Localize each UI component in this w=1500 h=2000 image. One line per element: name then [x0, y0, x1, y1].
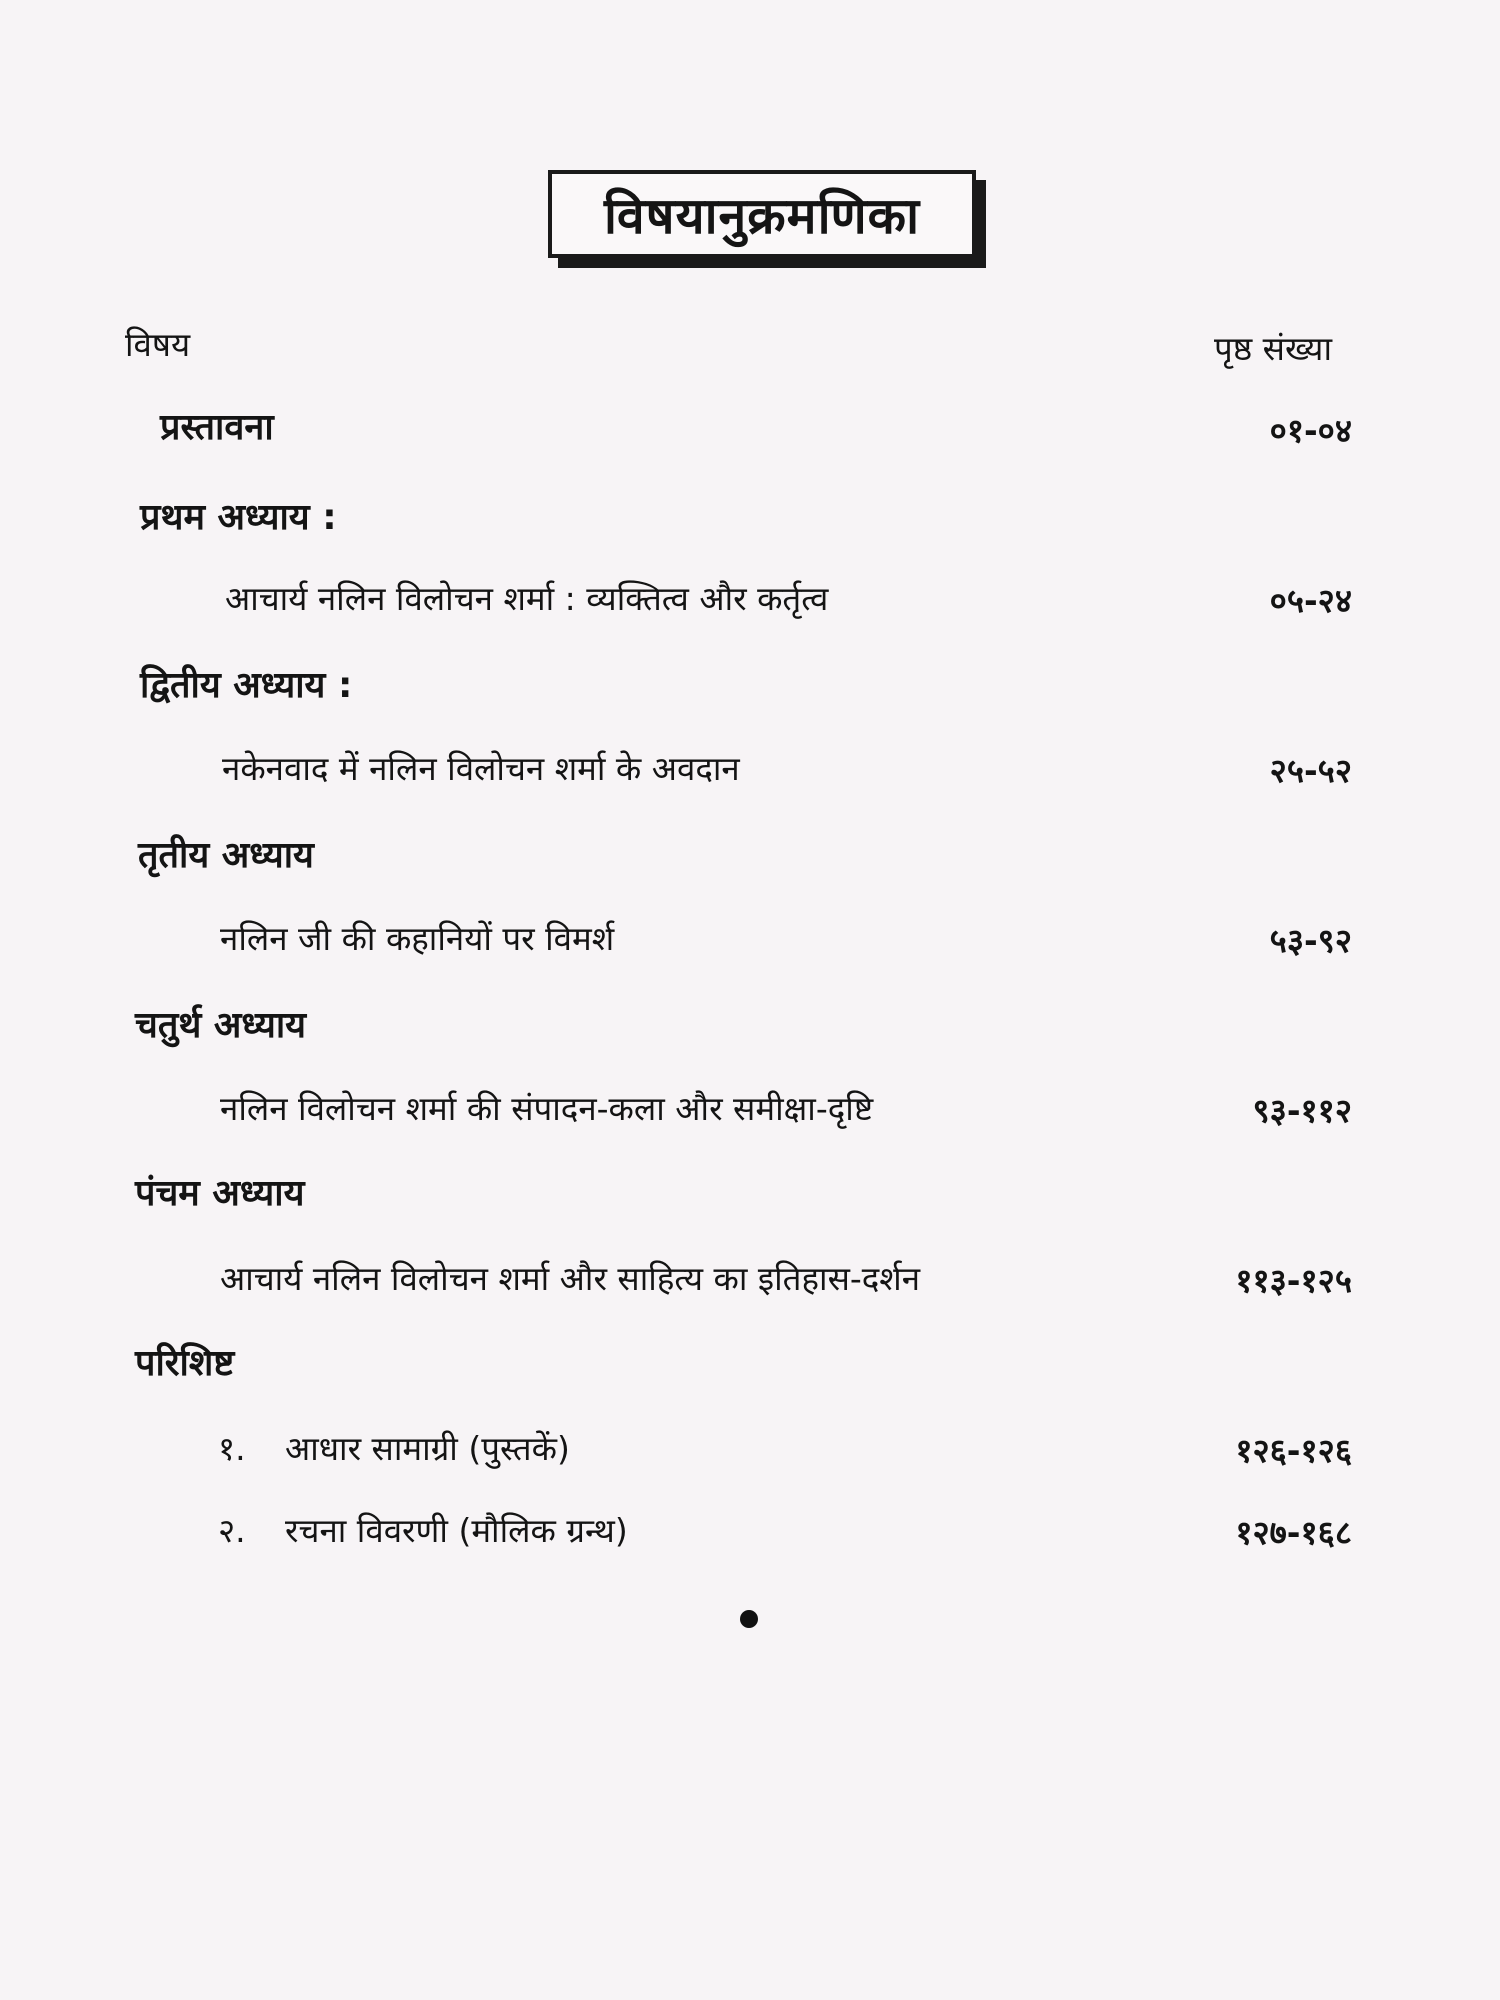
- appendix-item-number: १.: [218, 1429, 246, 1468]
- appendix-item-label: रचना विवरणी (मौलिक ग्रन्थ): [285, 1511, 628, 1550]
- chapter-entry: आचार्य नलिन विलोचन शर्मा : व्यक्तित्व और कर्तृत्व: [225, 579, 829, 618]
- appendix-heading: परिशिष्ट: [135, 1343, 235, 1384]
- chapter-entry: आचार्य नलिन विलोचन शर्मा और साहित्य का इतिहास-दर्शन: [220, 1259, 921, 1298]
- end-bullet: [740, 1610, 758, 1628]
- chapter-heading: पंचम अध्याय: [135, 1173, 305, 1214]
- chapter-pages: ९३-११२: [1252, 1091, 1352, 1130]
- preface-label: प्रस्तावना: [160, 407, 274, 448]
- chapter-heading: तृतीय अध्याय: [138, 835, 314, 876]
- appendix-item-pages: १२६-१२६: [1235, 1431, 1352, 1470]
- chapter-heading: द्वितीय अध्याय :: [140, 665, 353, 706]
- chapter-entry: नकेनवाद में नलिन विलोचन शर्मा के अवदान: [222, 749, 740, 788]
- chapter-heading: प्रथम अध्याय :: [140, 497, 337, 538]
- appendix-item-pages: १२७-१६८: [1235, 1513, 1352, 1552]
- chapter-pages: ११३-१२५: [1235, 1261, 1352, 1300]
- chapter-heading: चतुर्थ अध्याय: [135, 1005, 307, 1046]
- appendix-item-label: आधार सामाग्री (पुस्तकें): [285, 1429, 570, 1468]
- column-header-page-number: पृष्ठ संख्या: [1214, 329, 1332, 368]
- chapter-pages: २५-५२: [1269, 751, 1352, 790]
- preface-pages: ०१-०४: [1269, 411, 1352, 450]
- page-title: विषयानुक्रमणिका: [548, 170, 976, 258]
- chapter-entry: नलिन जी की कहानियों पर विमर्श: [220, 919, 615, 958]
- chapter-pages: ०५-२४: [1269, 581, 1352, 620]
- chapter-pages: ५३-९२: [1269, 921, 1352, 960]
- column-header-subject: विषय: [125, 325, 191, 364]
- chapter-entry: नलिन विलोचन शर्मा की संपादन-कला और समीक्षा-दृष्टि: [220, 1089, 874, 1128]
- appendix-item-number: २.: [218, 1511, 246, 1550]
